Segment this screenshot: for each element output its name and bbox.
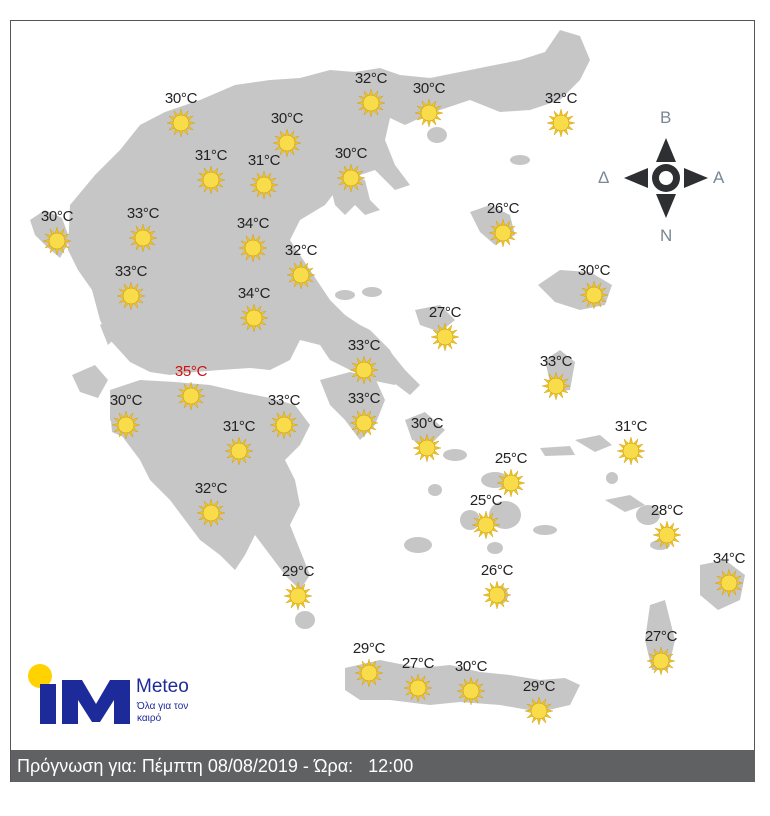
forecast-marker (223, 285, 285, 343)
temperature-label: 31°C (614, 418, 648, 435)
forecast-footer (11, 750, 755, 782)
sun-icon (349, 355, 379, 385)
samothraki (510, 155, 530, 165)
forecast-marker (180, 480, 242, 538)
temperature-label: 26°C (486, 200, 520, 217)
forecast-marker (95, 392, 157, 450)
temperature-label: 34°C (712, 550, 746, 567)
temperature-label: 34°C (237, 285, 271, 302)
compass-south-label: N (660, 226, 673, 245)
temperature-label: 27°C (401, 655, 435, 672)
temperature-label: 30°C (454, 658, 488, 675)
temperature-label: 32°C (544, 90, 578, 107)
sun-icon (652, 520, 682, 550)
temperature-label: 31°C (222, 418, 256, 435)
sun-icon (336, 163, 366, 193)
forecast-marker (100, 263, 162, 321)
temperature-label: 32°C (194, 480, 228, 497)
temperature-label: 30°C (40, 208, 74, 225)
amorgos (533, 525, 557, 535)
sun-icon (471, 510, 501, 540)
temperature-label: 33°C (539, 353, 573, 370)
temperature-label: 33°C (347, 337, 381, 354)
temperature-label: 30°C (410, 415, 444, 432)
sun-icon (196, 498, 226, 528)
meteo-logo-icon (26, 662, 136, 734)
forecast-marker (396, 415, 458, 473)
forecast-marker (112, 205, 174, 263)
temperature-label: 31°C (194, 147, 228, 164)
forecast-marker (472, 200, 534, 258)
skopelos (362, 287, 382, 297)
temperature-label: 32°C (354, 70, 388, 87)
temperature-label: 26°C (480, 562, 514, 579)
compass-north-label: B (660, 108, 672, 127)
forecast-marker (600, 418, 662, 476)
sun-icon (414, 98, 444, 128)
sun-icon (354, 658, 384, 688)
forecast-marker (636, 502, 698, 560)
footer-day: Πέμπτη (141, 756, 203, 776)
temperature-label: 29°C (522, 678, 556, 695)
sun-icon (482, 580, 512, 610)
temperature-label: 33°C (267, 392, 301, 409)
forecast-marker (525, 353, 587, 411)
footer-label: Πρόγνωση για: (17, 756, 137, 776)
sun-icon (111, 410, 141, 440)
sun-icon (349, 408, 379, 438)
forecast-marker (267, 563, 329, 621)
sun-icon (269, 410, 299, 440)
syros (428, 484, 442, 496)
footer-time: 12:00 (368, 756, 414, 776)
forecast-marker (414, 304, 476, 362)
temperature-label: 27°C (428, 304, 462, 321)
temperature-label: 35°C (174, 363, 208, 380)
sun-icon (283, 581, 313, 611)
sun-icon (541, 371, 571, 401)
forecast-marker (333, 337, 395, 395)
sun-icon (238, 233, 268, 263)
forecast-marker (440, 658, 502, 716)
logo-tagline: Όλα για τον καιρό (137, 701, 189, 724)
sun-icon (403, 673, 433, 703)
temperature-label: 25°C (494, 450, 528, 467)
forecast-marker (563, 262, 625, 320)
sun-icon (488, 218, 518, 248)
sun-icon (128, 223, 158, 253)
compass-west-label: Δ (598, 168, 610, 187)
sun-icon (224, 436, 254, 466)
ikaria (540, 446, 575, 456)
temperature-label: 30°C (334, 145, 368, 162)
forecast-marker (208, 418, 270, 476)
temperature-label: 32°C (284, 242, 318, 259)
temperature-label: 30°C (164, 90, 198, 107)
compass-icon (598, 112, 728, 240)
forecast-marker (398, 80, 460, 138)
forecast-marker (333, 390, 395, 448)
milos (404, 537, 432, 553)
forecast-marker (160, 363, 222, 421)
forecast-marker (26, 208, 88, 266)
sun-icon (412, 433, 442, 463)
forecast-marker (508, 678, 570, 736)
forecast-marker (150, 90, 212, 148)
temperature-label: 25°C (469, 492, 503, 509)
sun-icon (714, 568, 744, 598)
sun-icon (42, 226, 72, 256)
forecast-marker (530, 90, 592, 148)
sun-icon (166, 108, 196, 138)
sun-icon (286, 260, 316, 290)
sun-icon (249, 170, 279, 200)
sun-icon (356, 88, 386, 118)
forecast-marker (233, 152, 295, 210)
temperature-label: 34°C (236, 215, 270, 232)
compass-east-label: A (713, 168, 725, 187)
temperature-label: 28°C (650, 502, 684, 519)
forecast-marker (320, 145, 382, 203)
footer-date: 08/08/2019 (207, 756, 298, 776)
skiathos (335, 290, 355, 300)
forecast-marker (455, 492, 517, 550)
temperature-label: 31°C (247, 152, 281, 169)
sun-icon (579, 280, 609, 310)
compass-rose (598, 108, 728, 245)
temperature-label: 29°C (281, 563, 315, 580)
footer-time-label: Ώρα: (313, 756, 354, 776)
temperature-label: 27°C (644, 628, 678, 645)
temperature-label: 30°C (412, 80, 446, 97)
sun-icon (116, 281, 146, 311)
sun-icon (430, 322, 460, 352)
temperature-label: 29°C (352, 640, 386, 657)
sun-icon (239, 303, 269, 333)
sun-icon (196, 165, 226, 195)
sun-icon (546, 108, 576, 138)
sun-icon (616, 436, 646, 466)
sun-icon (456, 676, 486, 706)
forecast-marker (340, 70, 402, 128)
temperature-label: 33°C (126, 205, 160, 222)
temperature-label: 33°C (347, 390, 381, 407)
sun-icon (176, 381, 206, 411)
temperature-label: 30°C (270, 110, 304, 127)
forecast-marker (466, 562, 528, 620)
logo-wordmark: Meteo (136, 676, 189, 697)
sun-icon (646, 646, 676, 676)
sun-icon (524, 696, 554, 726)
temperature-label: 30°C (109, 392, 143, 409)
forecast-marker (698, 550, 760, 608)
footer-separator: - (302, 756, 309, 776)
temperature-label: 33°C (114, 263, 148, 280)
forecast-marker (630, 628, 692, 686)
temperature-label: 30°C (577, 262, 611, 279)
